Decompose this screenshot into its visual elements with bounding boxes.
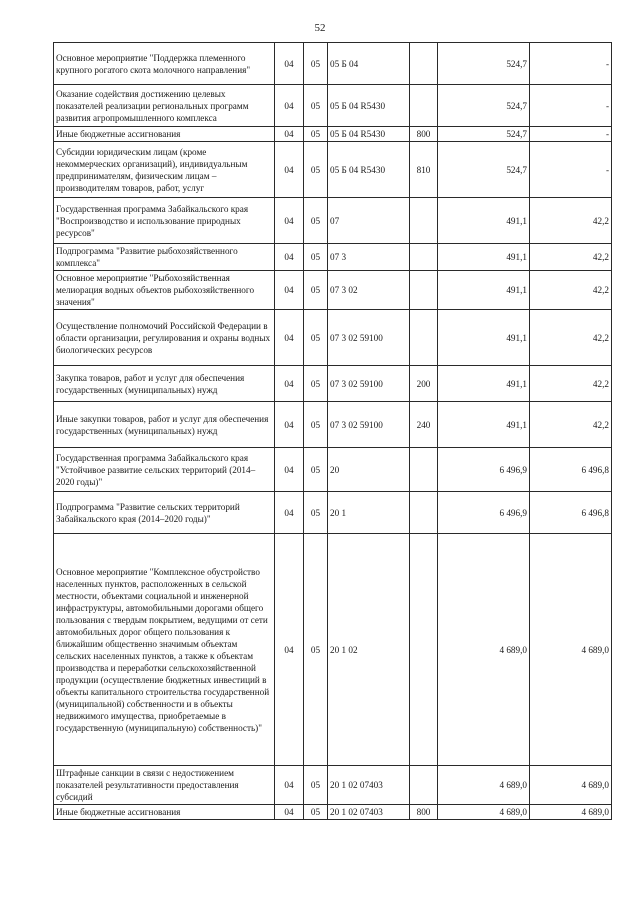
- row-subsection: 05: [304, 534, 328, 766]
- row-name: Иные закупки товаров, работ и услуг для обеспечения государственных (муниципальных) нужд: [54, 402, 275, 448]
- row-amount-2: 42,2: [530, 310, 612, 366]
- row-name: Осуществление полномочий Российской Федерации в области организации, регулирования и охраны водных биологических ресурсов: [54, 310, 275, 366]
- row-name: Иные бюджетные ассигнования: [54, 127, 275, 142]
- row-section: 04: [275, 271, 304, 310]
- row-name: Подпрограмма "Развитие сельских территорий Забайкальского края (2014–2020 годы)": [54, 492, 275, 534]
- row-expense-type: [410, 85, 438, 127]
- row-section: 04: [275, 198, 304, 244]
- row-amount-2: 6 496,8: [530, 492, 612, 534]
- table-row: [54, 366, 612, 402]
- budget-table: [53, 42, 612, 820]
- row-target-article: 20: [328, 448, 410, 492]
- row-target-article: 07 3 02: [328, 271, 410, 310]
- row-name: Основное мероприятие "Рыбохозяйственная мелиорация водных объектов рыбохозяйственного значения": [54, 271, 275, 310]
- row-amount-1: 524,7: [438, 142, 530, 198]
- row-target-article: 05 Б 04 R5430: [328, 85, 410, 127]
- row-section: 04: [275, 127, 304, 142]
- row-section: 04: [275, 402, 304, 448]
- table-row: [54, 402, 612, 448]
- row-expense-type: 240: [410, 402, 438, 448]
- row-expense-type: 810: [410, 142, 438, 198]
- row-amount-1: 491,1: [438, 244, 530, 271]
- row-amount-2: 4 689,0: [530, 805, 612, 820]
- row-name: Иные бюджетные ассигнования: [54, 805, 275, 820]
- row-name: Оказание содействия достижению целевых показателей реализации региональных программ развития агропромышленного комплекса: [54, 85, 275, 127]
- row-amount-1: 524,7: [438, 43, 530, 85]
- row-subsection: 05: [304, 492, 328, 534]
- row-amount-1: 491,1: [438, 402, 530, 448]
- table-row: [54, 43, 612, 85]
- row-expense-type: [410, 271, 438, 310]
- row-amount-2: -: [530, 43, 612, 85]
- row-subsection: 05: [304, 402, 328, 448]
- row-amount-1: 4 689,0: [438, 534, 530, 766]
- row-section: 04: [275, 805, 304, 820]
- row-name: Основное мероприятие "Комплексное обустройство населенных пунктов, расположенных в сельской местности, объектами социальной и инженерной инфраструктуры, автомобильными дорогами общего пользования с твердым покрытием, ведущими от сети автомобильных дорог общего пользования к ближайшим общественно значимым объектам сельских населенных пунктов, а также к объектам производства и переработки сельскохозяйственной продукции (осуществление бюджетных инвестиций в объекты капитального строительства государственной (муниципальной) собственности и в объекты недвижимого имущества, приобретаемые в государственную (муниципальную) собственность)": [54, 534, 275, 766]
- row-subsection: 05: [304, 244, 328, 271]
- row-subsection: 05: [304, 310, 328, 366]
- row-section: 04: [275, 85, 304, 127]
- row-amount-1: 524,7: [438, 85, 530, 127]
- row-amount-1: 491,1: [438, 310, 530, 366]
- row-section: 04: [275, 766, 304, 805]
- row-subsection: 05: [304, 805, 328, 820]
- table-row: [54, 534, 612, 766]
- table-row: [54, 142, 612, 198]
- row-section: 04: [275, 142, 304, 198]
- row-amount-1: 491,1: [438, 198, 530, 244]
- row-target-article: 20 1 02 07403: [328, 766, 410, 805]
- row-name: Государственная программа Забайкальского края "Воспроизводство и использование природных ресурсов": [54, 198, 275, 244]
- row-subsection: 05: [304, 766, 328, 805]
- row-section: 04: [275, 366, 304, 402]
- row-target-article: 20 1: [328, 492, 410, 534]
- row-amount-2: 42,2: [530, 402, 612, 448]
- row-amount-2: 42,2: [530, 366, 612, 402]
- row-amount-2: 4 689,0: [530, 766, 612, 805]
- row-amount-2: 6 496,8: [530, 448, 612, 492]
- table-row: [54, 492, 612, 534]
- row-expense-type: 200: [410, 366, 438, 402]
- row-target-article: 07 3: [328, 244, 410, 271]
- row-target-article: 07 3 02 59100: [328, 402, 410, 448]
- row-amount-2: 42,2: [530, 198, 612, 244]
- row-expense-type: 800: [410, 805, 438, 820]
- row-subsection: 05: [304, 366, 328, 402]
- row-expense-type: 800: [410, 127, 438, 142]
- row-target-article: 05 Б 04 R5430: [328, 142, 410, 198]
- row-name: Закупка товаров, работ и услуг для обеспечения государственных (муниципальных) нужд: [54, 366, 275, 402]
- row-amount-1: 4 689,0: [438, 805, 530, 820]
- table-row: [54, 127, 612, 142]
- row-target-article: 07 3 02 59100: [328, 366, 410, 402]
- row-amount-2: -: [530, 142, 612, 198]
- row-subsection: 05: [304, 448, 328, 492]
- row-subsection: 05: [304, 142, 328, 198]
- table-row: [54, 310, 612, 366]
- row-expense-type: [410, 43, 438, 85]
- row-target-article: 07: [328, 198, 410, 244]
- row-name: Государственная программа Забайкальского края "Устойчивое развитие сельских территорий (2014–2020 годы)": [54, 448, 275, 492]
- row-name: Штрафные санкции в связи с недостижением показателей результативности предоставления субсидий: [54, 766, 275, 805]
- row-subsection: 05: [304, 43, 328, 85]
- row-expense-type: [410, 766, 438, 805]
- row-amount-1: 491,1: [438, 271, 530, 310]
- row-target-article: 05 Б 04: [328, 43, 410, 85]
- row-amount-1: 6 496,9: [438, 448, 530, 492]
- table-row: [54, 448, 612, 492]
- row-amount-1: 4 689,0: [438, 766, 530, 805]
- row-section: 04: [275, 492, 304, 534]
- row-section: 04: [275, 43, 304, 85]
- table-row: [54, 271, 612, 310]
- table-row: [54, 198, 612, 244]
- row-subsection: 05: [304, 271, 328, 310]
- row-target-article: 07 3 02 59100: [328, 310, 410, 366]
- row-section: 04: [275, 534, 304, 766]
- row-amount-2: -: [530, 127, 612, 142]
- row-target-article: 20 1 02: [328, 534, 410, 766]
- row-expense-type: [410, 310, 438, 366]
- row-subsection: 05: [304, 85, 328, 127]
- row-target-article: 05 Б 04 R5430: [328, 127, 410, 142]
- row-section: 04: [275, 448, 304, 492]
- row-subsection: 05: [304, 198, 328, 244]
- row-target-article: 20 1 02 07403: [328, 805, 410, 820]
- table-row: [54, 805, 612, 820]
- row-expense-type: [410, 534, 438, 766]
- row-amount-2: -: [530, 85, 612, 127]
- row-expense-type: [410, 492, 438, 534]
- table-row: [54, 85, 612, 127]
- row-amount-2: 42,2: [530, 271, 612, 310]
- row-expense-type: [410, 448, 438, 492]
- row-amount-2: 4 689,0: [530, 534, 612, 766]
- row-name: Основное мероприятие "Поддержка племенного крупного рогатого скота молочного направления": [54, 43, 275, 85]
- row-subsection: 05: [304, 127, 328, 142]
- row-name: Субсидии юридическим лицам (кроме некоммерческих организаций), индивидуальным предпринимателям, физическим лицам – производителям товаров, работ, услуг: [54, 142, 275, 198]
- page-number: 52: [314, 22, 326, 34]
- row-expense-type: [410, 244, 438, 271]
- row-amount-1: 491,1: [438, 366, 530, 402]
- row-amount-1: 6 496,9: [438, 492, 530, 534]
- row-section: 04: [275, 244, 304, 271]
- row-expense-type: [410, 198, 438, 244]
- row-section: 04: [275, 310, 304, 366]
- table-row: [54, 244, 612, 271]
- row-amount-1: 524,7: [438, 127, 530, 142]
- row-name: Подпрограмма "Развитие рыбохозяйственного комплекса": [54, 244, 275, 271]
- row-amount-2: 42,2: [530, 244, 612, 271]
- table-row: [54, 766, 612, 805]
